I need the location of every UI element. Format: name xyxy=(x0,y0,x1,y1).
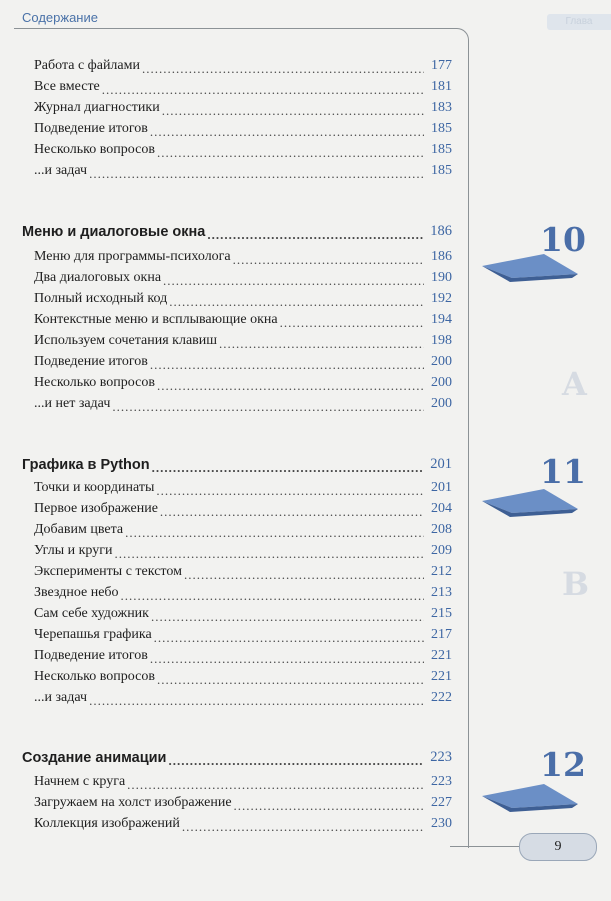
toc-entry[interactable]: Подведение итогов ..... 185 xyxy=(34,116,452,137)
toc-entry[interactable]: ...и задач ..... 185 xyxy=(34,158,452,179)
chapter-number: 12 xyxy=(540,745,586,784)
toc-entry[interactable]: Начнем с круга ..... 223 xyxy=(34,769,452,790)
toc-entry[interactable]: Добавим цвета ..... 208 xyxy=(34,517,452,538)
chapter-heading[interactable]: Графика в Python ..... 201 xyxy=(22,452,452,473)
chapter-number: 11 xyxy=(540,452,586,491)
toc-entry[interactable]: ...и задач ..... 222 xyxy=(34,685,452,706)
ghost-mark: B xyxy=(562,565,590,603)
toc-entry[interactable]: Коллекция изображений ..... 230 xyxy=(34,811,452,832)
toc-entry[interactable]: Журнал диагностики ..... 183 xyxy=(34,95,452,116)
toc-entry[interactable]: Точки и координаты ..... 201 xyxy=(34,475,452,496)
toc-entry[interactable]: Несколько вопросов ..... 221 xyxy=(34,664,452,685)
toc-entry[interactable]: Подведение итогов ..... 200 xyxy=(34,349,452,370)
toc-entry[interactable]: Черепашья графика ..... 217 xyxy=(34,622,452,643)
chapter-tab: Глава xyxy=(547,14,611,30)
toc-entry[interactable]: Работа с файлами ..... 177 xyxy=(34,53,452,74)
toc-entry[interactable]: Подведение итогов ..... 221 xyxy=(34,643,452,664)
toc-entry[interactable]: Эксперименты с текстом ..... 212 xyxy=(34,559,452,580)
toc-entry[interactable]: Несколько вопросов ..... 185 xyxy=(34,137,452,158)
chapter-ribbon-icon xyxy=(482,248,582,284)
toc-entry[interactable]: Меню для программы-психолога ..... 186 xyxy=(34,244,452,265)
toc-entry[interactable]: ...и нет задач ..... 200 xyxy=(34,391,452,412)
toc-entry[interactable]: Первое изображение ..... 204 xyxy=(34,496,452,517)
toc-entry[interactable]: Сам себе художник ..... 215 xyxy=(34,601,452,622)
chapter-ribbon-icon xyxy=(482,778,582,814)
chapter-number: 10 xyxy=(540,220,586,259)
section-title: Содержание xyxy=(22,10,98,25)
toc-entry[interactable]: Углы и круги ..... 209 xyxy=(34,538,452,559)
chapter-heading[interactable]: Меню и диалоговые окна ..... 186 xyxy=(22,219,452,240)
toc-entry[interactable]: Полный исходный код ..... 192 xyxy=(34,286,452,307)
toc-entry[interactable]: Загружаем на холст изображение ..... 227 xyxy=(34,790,452,811)
toc-entry[interactable]: Несколько вопросов ..... 200 xyxy=(34,370,452,391)
toc-entry[interactable]: Контекстные меню и всплывающие окна ..... 194 xyxy=(34,307,452,328)
ghost-mark: A xyxy=(562,365,587,403)
toc-entry[interactable]: Все вместе ..... 181 xyxy=(34,74,452,95)
toc-bottom-rule xyxy=(450,846,520,847)
toc-entry[interactable]: Два диалоговых окна ..... 190 xyxy=(34,265,452,286)
toc-entry[interactable]: Звездное небо ..... 213 xyxy=(34,580,452,601)
page-number: 9 xyxy=(519,833,597,861)
chapter-ribbon-icon xyxy=(482,483,582,519)
chapter-heading[interactable]: Создание анимации ..... 223 xyxy=(22,745,452,766)
toc-entry[interactable]: Используем сочетания клавиш ..... 198 xyxy=(34,328,452,349)
